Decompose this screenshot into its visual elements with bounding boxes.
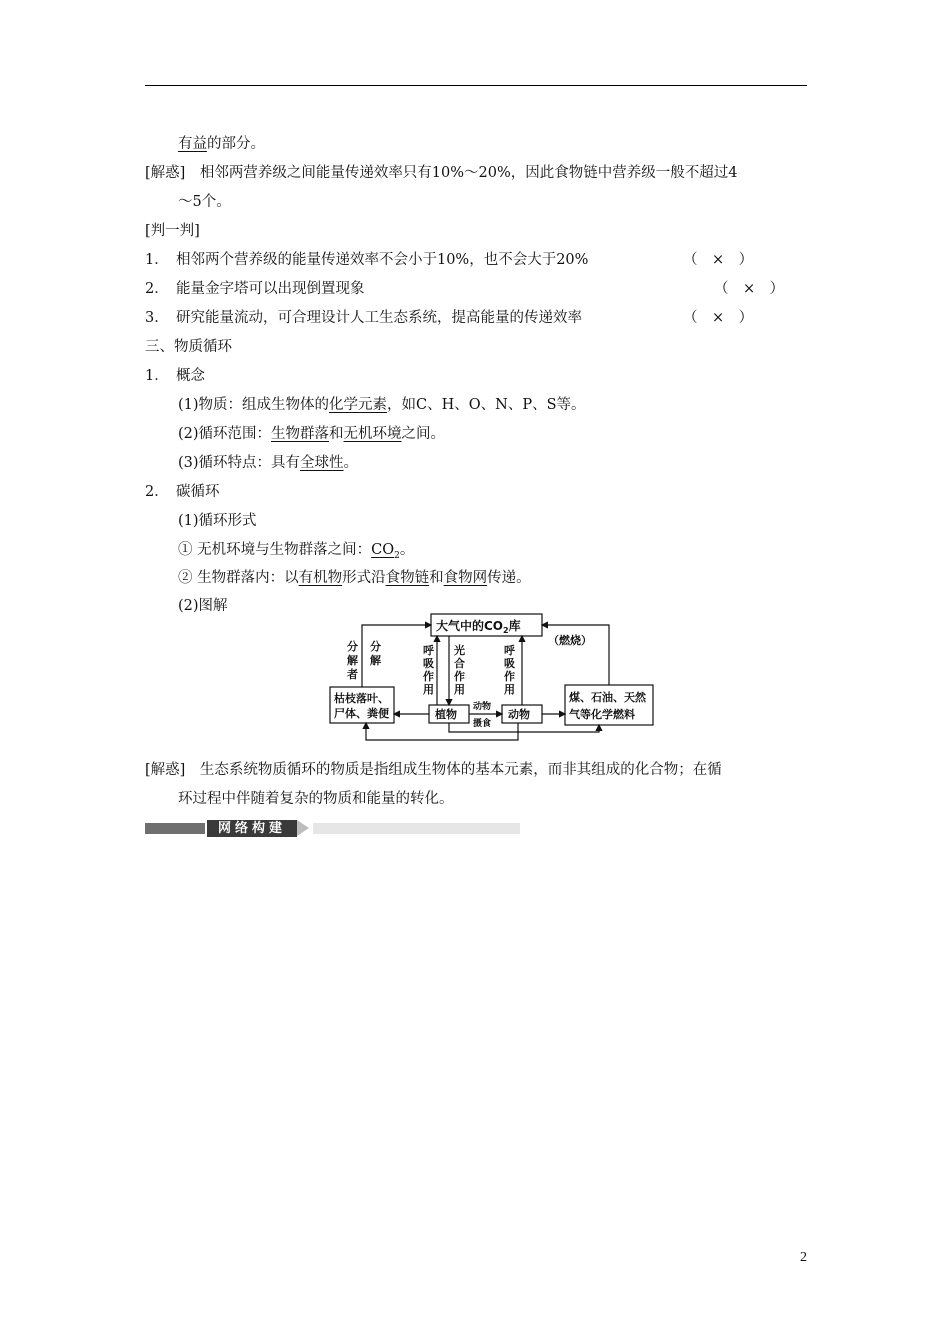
animal-label: 动物 bbox=[508, 708, 530, 721]
explanation-line: [解惑] 相邻两营养级之间能量传递效率只有10%～20%，因此食物链中营养级一般不超过4 bbox=[145, 165, 738, 181]
page-number: 2 bbox=[800, 1250, 807, 1265]
section-banner bbox=[145, 820, 520, 837]
concept-material: (1)物质：组成生物体的化学元素，如C、H、O、N、P、S等。 bbox=[178, 397, 586, 413]
burning-label: （燃烧） bbox=[548, 634, 592, 647]
concept-feature: (3)循环特点：具有全球性。 bbox=[178, 455, 359, 471]
concept-range: (2)循环范围：生物群落和无机环境之间。 bbox=[178, 426, 446, 442]
plant-label: 植物 bbox=[435, 708, 457, 721]
decompose-label: 分 解 bbox=[370, 640, 381, 667]
carbon-form-1: ① 无机环境与生物群落之间：$CO_2$。 bbox=[178, 542, 415, 561]
explanation-line-cont: ～5个。 bbox=[178, 194, 231, 210]
judge-mark-3: （ × ） bbox=[683, 310, 754, 326]
carbon-form: (1)循环形式 bbox=[178, 513, 257, 529]
respiration-label-animal: 呼 吸 作 用 bbox=[504, 644, 515, 696]
judge-mark-1: （ × ） bbox=[683, 252, 754, 268]
carbon-diagram-label: (2)图解 bbox=[178, 598, 228, 614]
respiration-label-plant: 呼 吸 作 用 bbox=[423, 644, 434, 696]
subheading-carbon: 2． 碳循环 bbox=[145, 484, 220, 500]
atmosphere-label: 大气中的$CO_2$库 bbox=[436, 619, 521, 635]
banner-dark-bar bbox=[145, 823, 205, 834]
subheading-concept: 1． 概念 bbox=[145, 368, 205, 384]
judge-item-1: 1． 相邻两个营养级的能量传递效率不会小于10%，也不会大于20% bbox=[145, 252, 589, 268]
judge-mark-2: （ × ） bbox=[714, 281, 785, 297]
litter-label: 枯枝落叶、 尸体、粪便 bbox=[334, 692, 389, 720]
eat-label-bottom: 摄食 bbox=[473, 719, 492, 729]
section-label-judge: [判一判] bbox=[145, 223, 200, 239]
judge-item-3: 3． 研究能量流动，可合理设计人工生态系统，提高能量的传递效率 bbox=[145, 310, 582, 326]
header-rule bbox=[145, 85, 807, 86]
eat-label-top: 动物 bbox=[473, 702, 492, 712]
underlined-answer: 有益 bbox=[178, 136, 207, 152]
text-line: 有益的部分。 bbox=[178, 136, 265, 152]
decomposer-label: 分 解 者 bbox=[347, 640, 358, 681]
photosynthesis-label: 光 合 作 用 bbox=[454, 644, 465, 696]
explanation-line-2: [解惑] 生态系统物质循环的物质是指组成生物体的基本元素，而非其组成的化合物；在循 bbox=[145, 762, 722, 778]
explanation-line-2-cont: 环过程中伴随着复杂的物质和能量的转化。 bbox=[178, 791, 454, 807]
carbon-cycle-diagram bbox=[320, 608, 665, 748]
banner-light-bar bbox=[313, 823, 520, 834]
banner-arrow bbox=[297, 820, 309, 836]
section-heading: 三、物质循环 bbox=[145, 339, 232, 355]
judge-item-2: 2． 能量金字塔可以出现倒置现象 bbox=[145, 281, 365, 297]
carbon-form-2: ② 生物群落内：以有机物形式沿食物链和食物网传递。 bbox=[178, 570, 531, 586]
fuel-label: 煤、石油、天然 气等化学燃料 bbox=[569, 691, 646, 721]
banner-title: 网络构建 bbox=[207, 820, 297, 837]
